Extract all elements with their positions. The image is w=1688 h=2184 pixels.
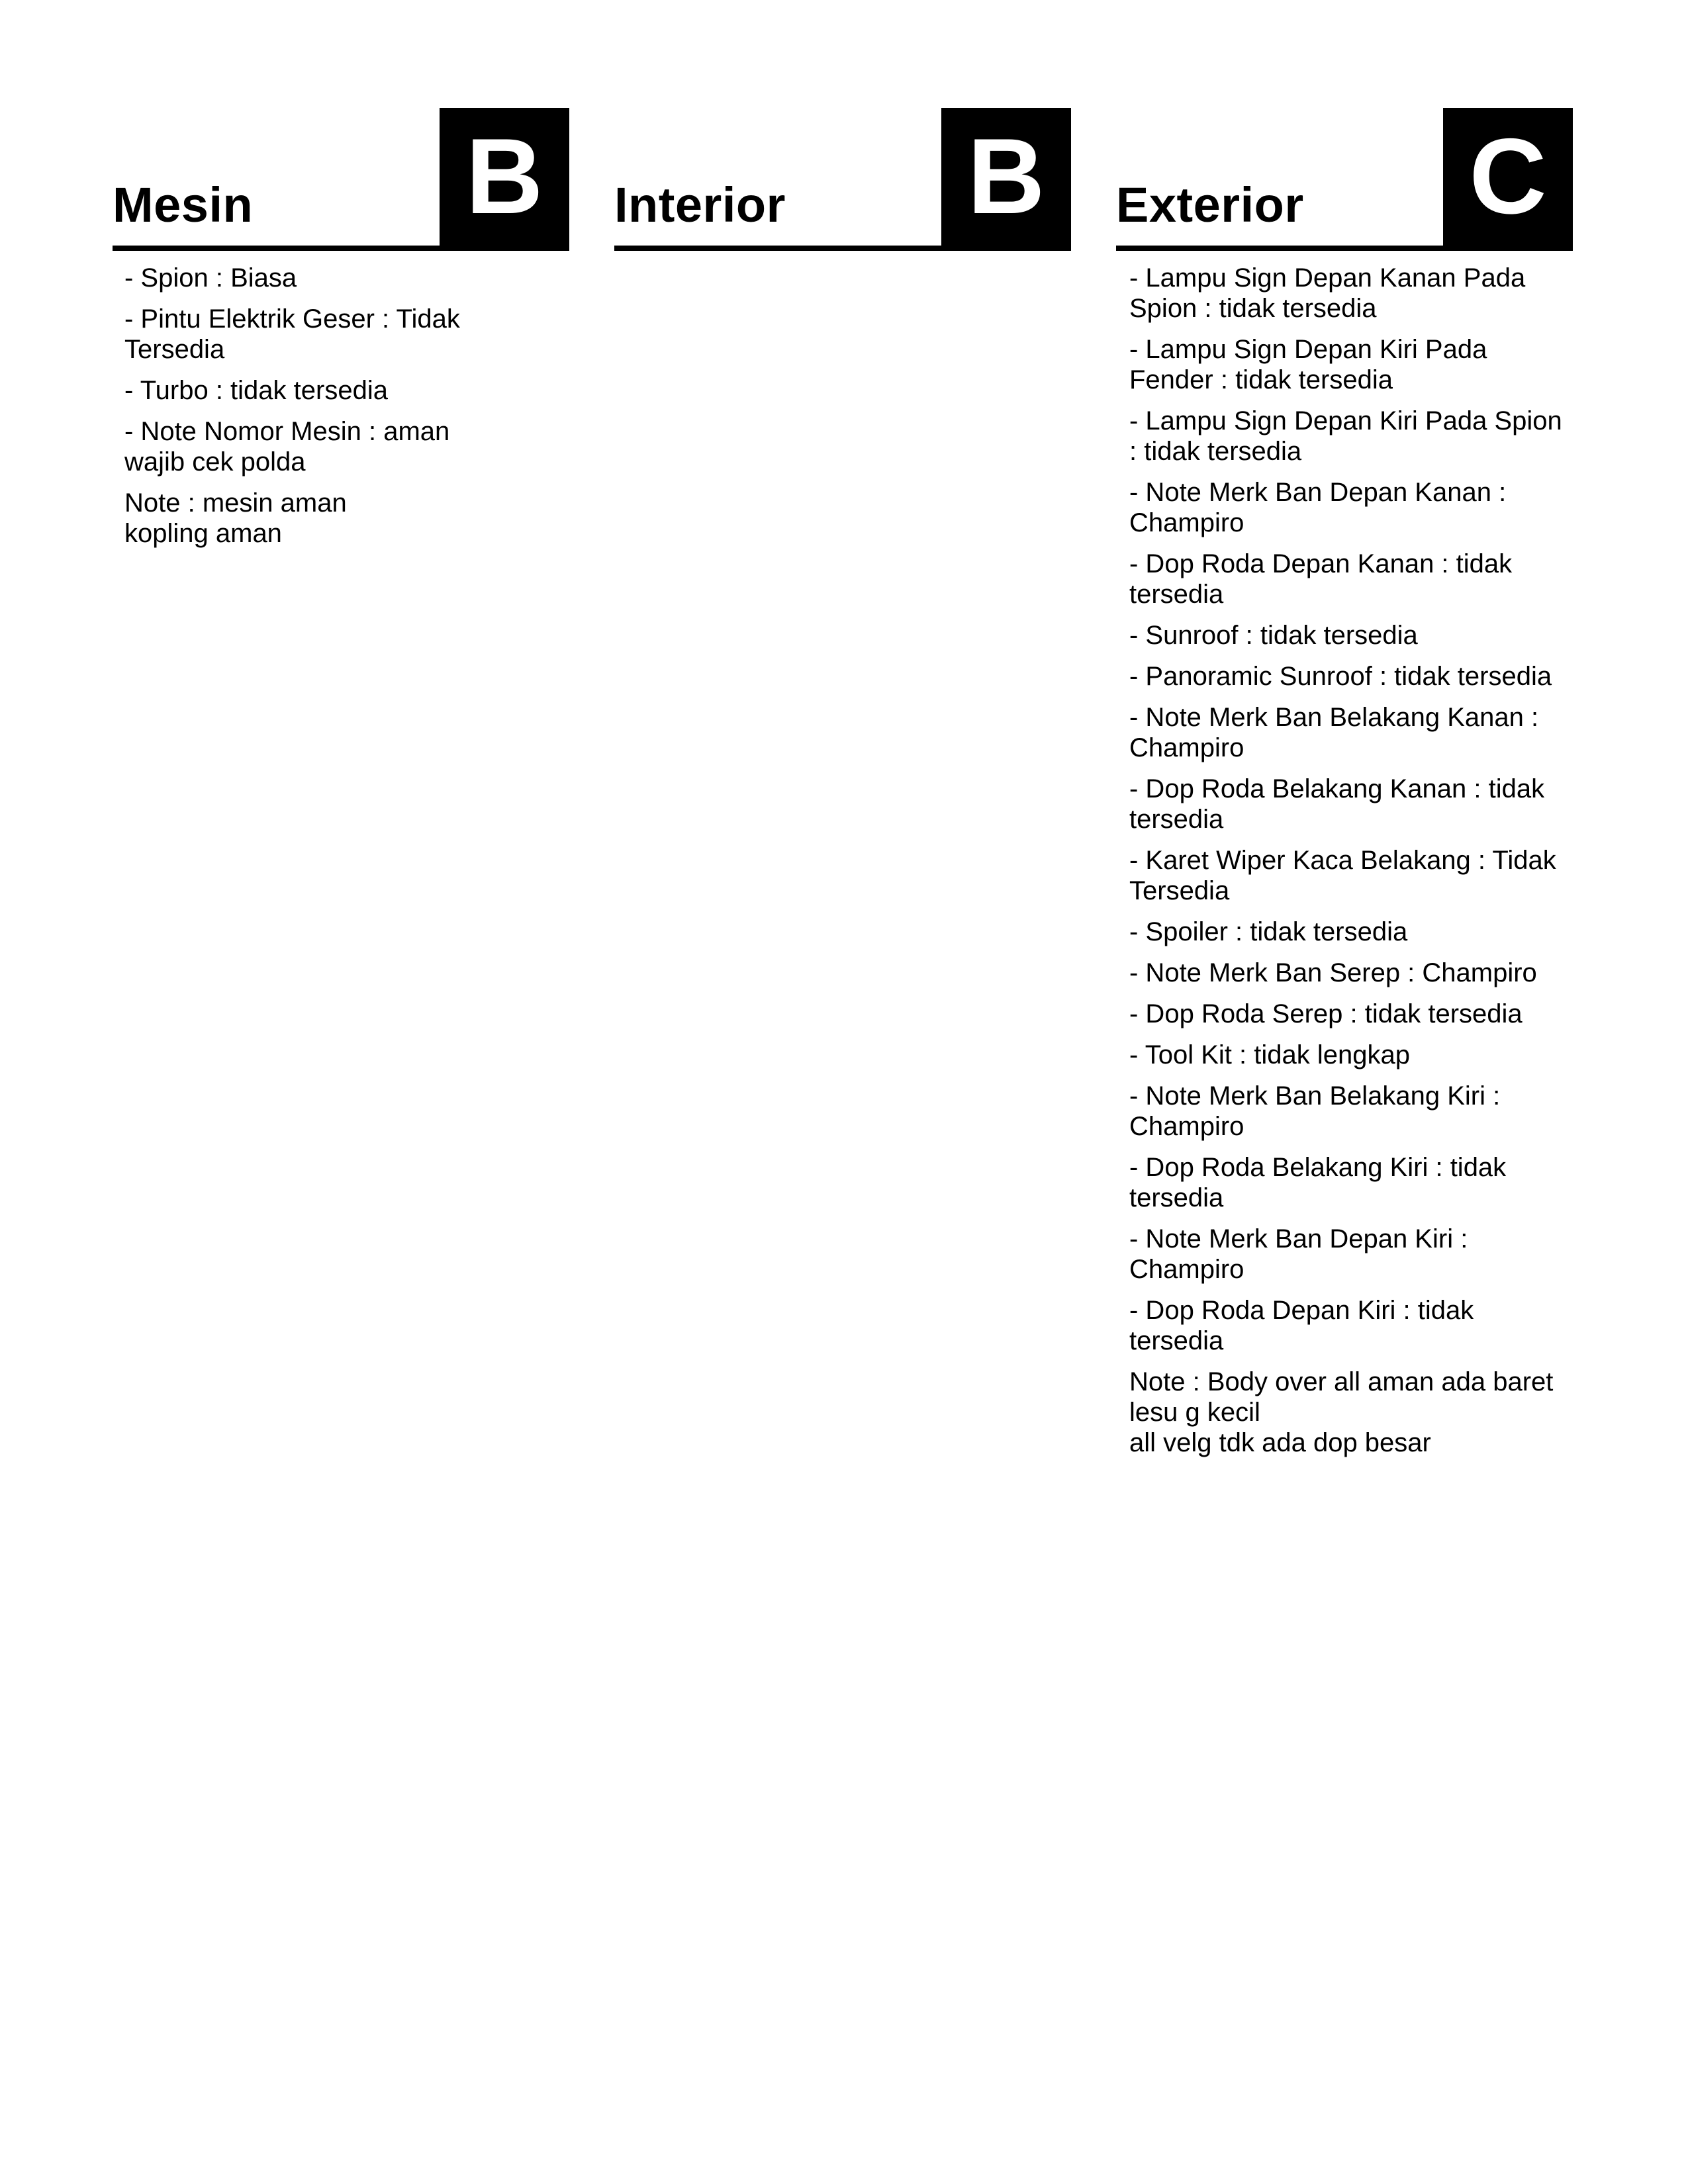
section-title: Mesin: [113, 177, 254, 232]
section-note: Note : Body over all aman ada baret lesu g kecil all velg tdk ada dop besar: [1129, 1367, 1554, 1457]
section-header: [113, 108, 569, 251]
list-item: - Note Merk Ban Belakang Kanan : Champiro: [1129, 703, 1539, 762]
section-interior: [614, 108, 1071, 263]
list-item: - Lampu Sign Depan Kiri Pada Spion : tidak tersedia: [1129, 406, 1562, 466]
grade-badge: C: [1443, 108, 1573, 246]
section-header: [1116, 108, 1573, 251]
list-item: - Note Merk Ban Belakang Kiri : Champiro: [1129, 1081, 1501, 1141]
grade-badge: B: [440, 108, 569, 246]
grade-badge: B: [941, 108, 1071, 246]
list-item: - Dop Roda Belakang Kanan : tidak tersedia: [1129, 774, 1545, 834]
list-item: - Lampu Sign Depan Kanan Pada Spion : tidak tersedia: [1129, 263, 1526, 323]
section-header: [614, 108, 1071, 251]
list-item: - Dop Roda Belakang Kiri : tidak tersedia: [1129, 1153, 1507, 1212]
list-item: - Note Merk Ban Depan Kanan : Champiro: [1129, 478, 1507, 537]
section-title: Interior: [614, 177, 786, 232]
list-item: - Sunroof : tidak tersedia: [1129, 621, 1418, 650]
list-item: - Turbo : tidak tersedia: [124, 376, 388, 405]
list-item: - Lampu Sign Depan Kiri Pada Fender : tidak tersedia: [1129, 335, 1487, 394]
list-item: - Dop Roda Depan Kiri : tidak tersedia: [1129, 1296, 1474, 1355]
section-note: Note : mesin aman kopling aman: [124, 488, 347, 548]
list-item: - Pintu Elektrik Geser : Tidak Tersedia: [124, 304, 460, 364]
section-body: [1116, 251, 1566, 1458]
section-body: [113, 251, 482, 549]
list-item: - Note Nomor Mesin : aman wajib cek polda: [124, 417, 450, 477]
section-mesin: [113, 108, 569, 549]
list-item: - Panoramic Sunroof : tidak tersedia: [1129, 662, 1552, 691]
list-item: - Spoiler : tidak tersedia: [1129, 917, 1408, 946]
list-item: - Spion : Biasa: [124, 263, 297, 293]
section-title: Exterior: [1116, 177, 1304, 232]
section-exterior: [1116, 108, 1573, 1458]
section-body: [614, 251, 984, 263]
list-item: - Tool Kit : tidak lengkap: [1129, 1040, 1410, 1069]
list-item: - Dop Roda Serep : tidak tersedia: [1129, 999, 1523, 1028]
list-item: - Dop Roda Depan Kanan : tidak tersedia: [1129, 549, 1513, 609]
list-item: - Note Merk Ban Depan Kiri : Champiro: [1129, 1224, 1468, 1284]
list-item: - Karet Wiper Kaca Belakang : Tidak Tersedia: [1129, 846, 1556, 905]
list-item: - Note Merk Ban Serep : Champiro: [1129, 958, 1537, 987]
